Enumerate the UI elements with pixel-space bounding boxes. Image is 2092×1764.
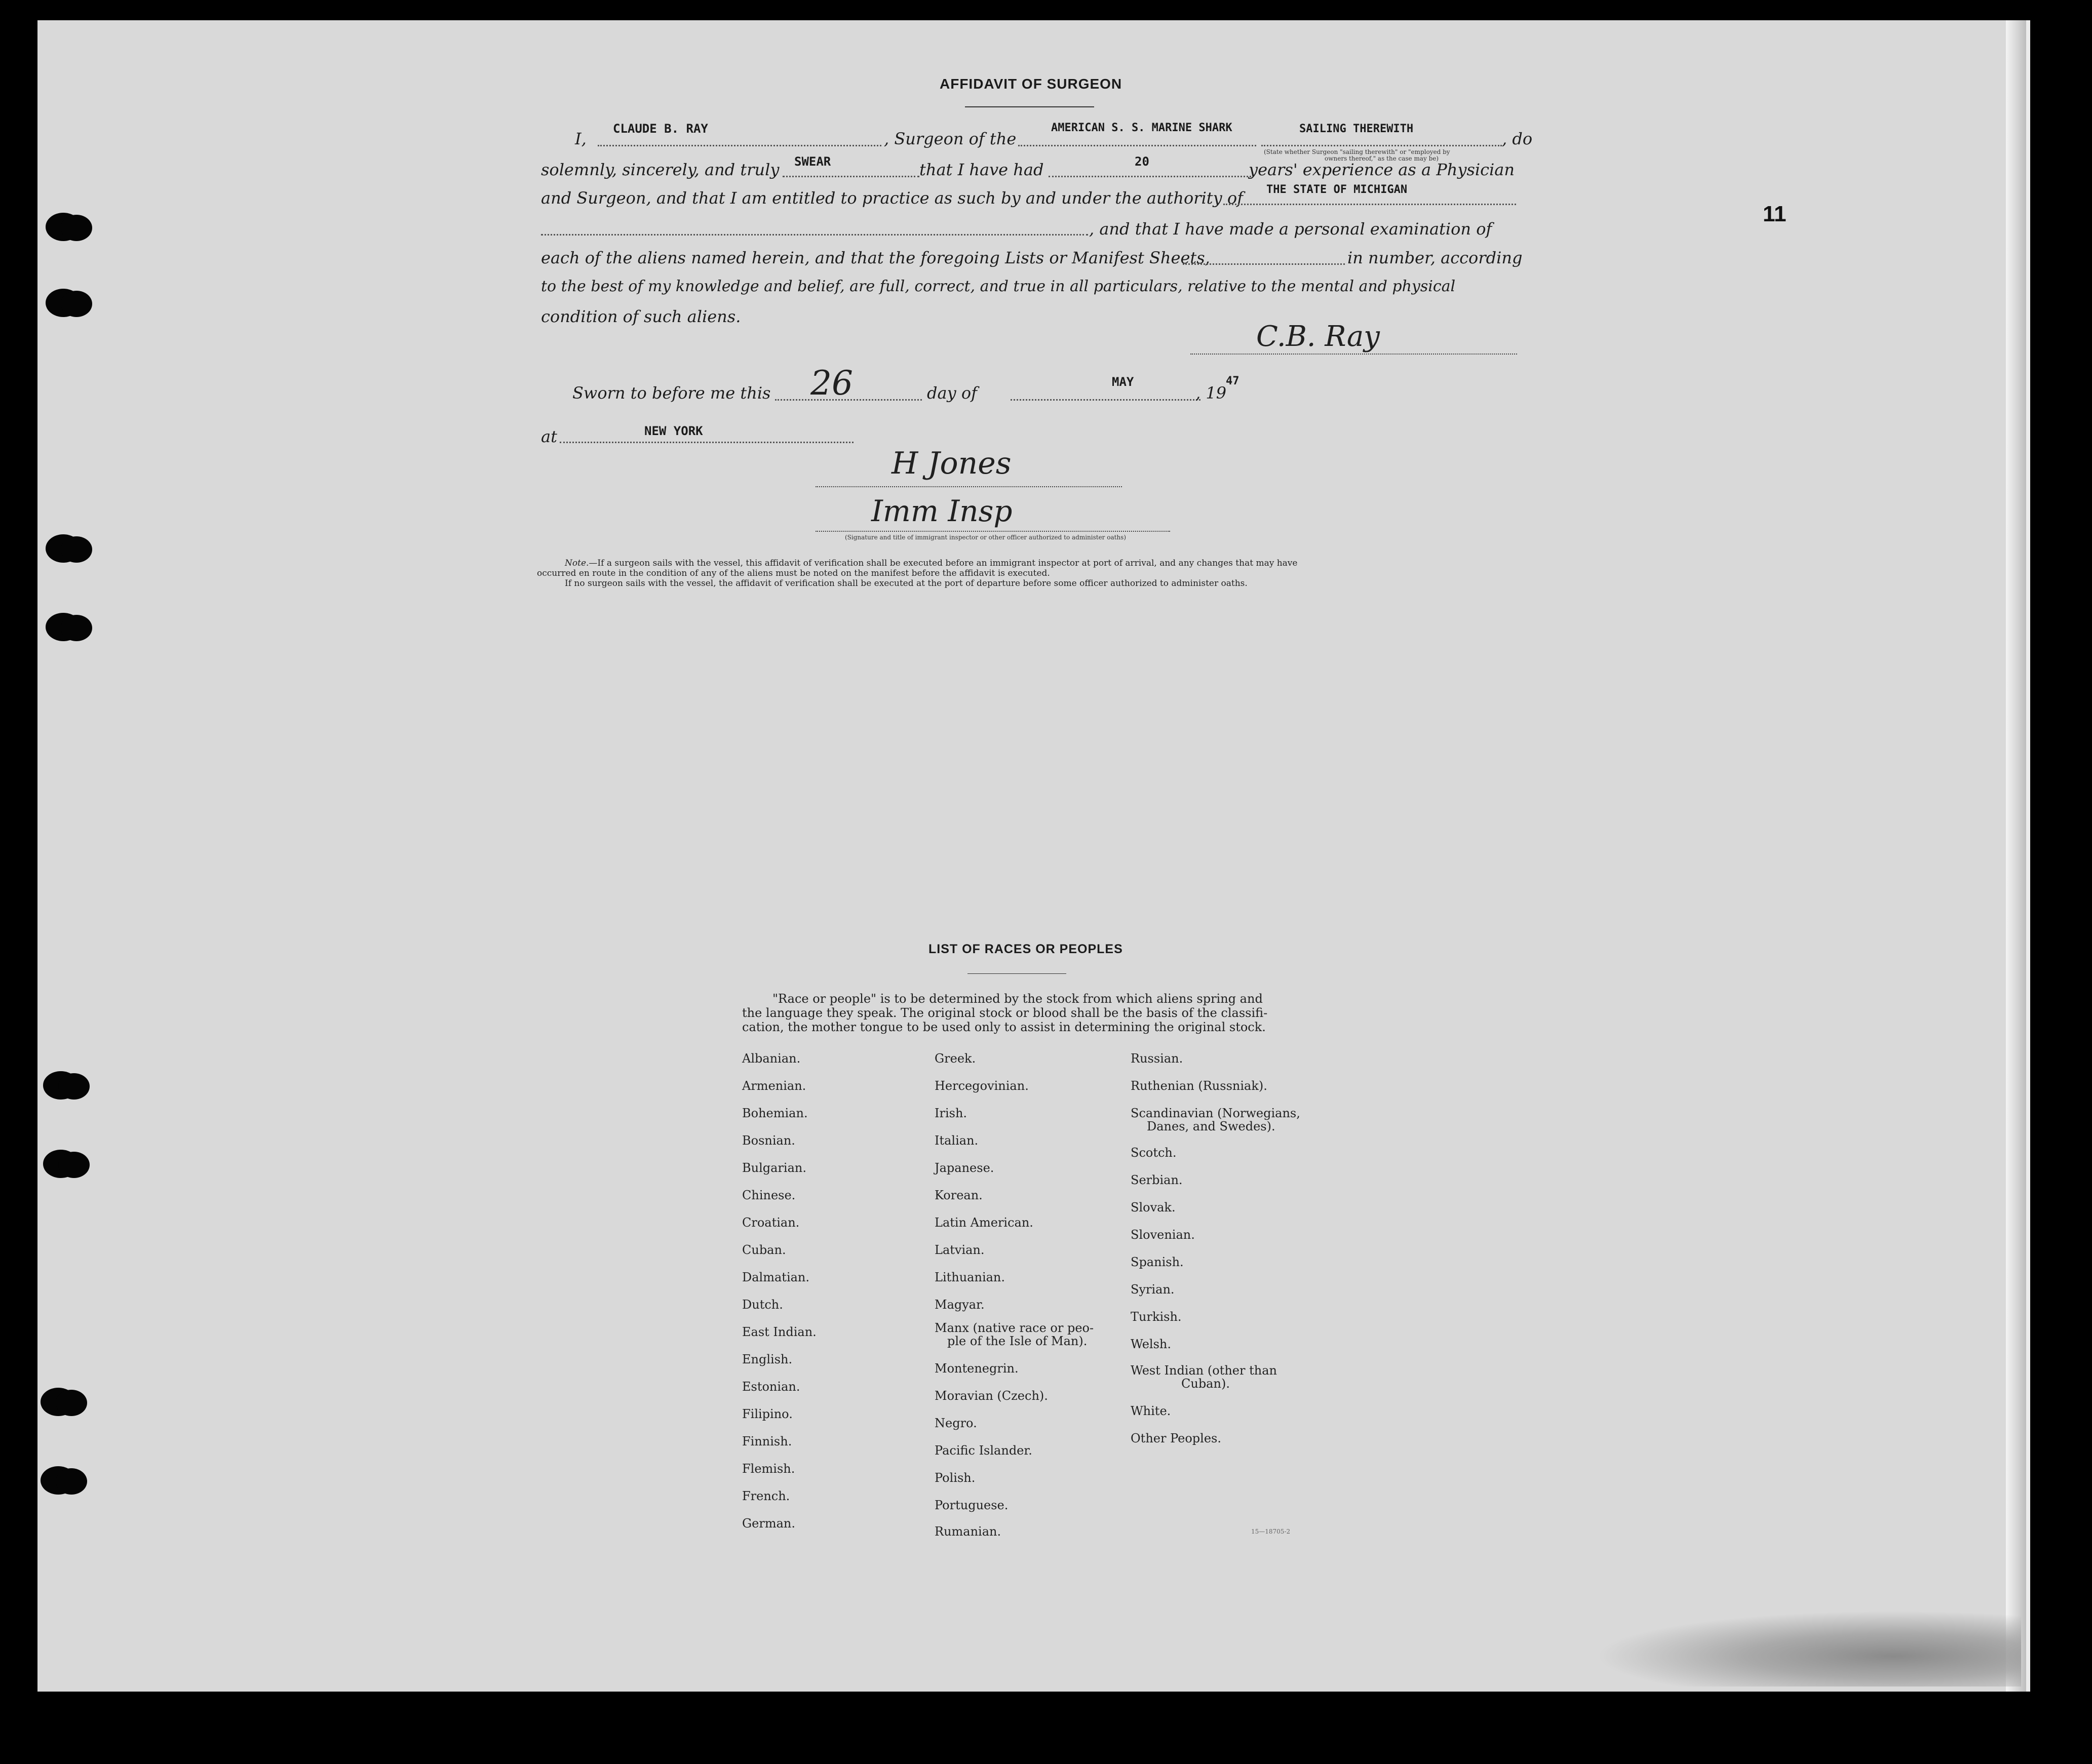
race-item: Manx (native race or peo- <box>935 1321 1094 1335</box>
manifest-sheets-label: each of the aliens named herein, and that the foregoing Lists or Manifest Sheets, <box>541 248 1210 267</box>
authority-field[interactable]: THE STATE OF MICHIGAN <box>1266 183 1408 196</box>
race-item: Latvian. <box>935 1243 985 1257</box>
sailing-line <box>1261 145 1502 146</box>
binder-hole <box>43 1150 79 1178</box>
sailing-status-field[interactable]: SAILING THEREWITH <box>1299 123 1414 135</box>
affidavit-title: AFFIDAVIT OF SURGEON <box>940 76 1122 92</box>
race-item: Magyar. <box>935 1298 985 1312</box>
race-item: Armenian. <box>742 1079 806 1093</box>
note-line-2: occurred en route in the condition of any of the aliens must be noted on the manifest before the affidavit is executed. <box>537 568 1050 578</box>
sheet-count-line <box>1183 263 1345 265</box>
inspector-title-line <box>816 531 1170 532</box>
race-item: Japanese. <box>935 1161 994 1175</box>
race-item: Finnish. <box>742 1434 792 1448</box>
races-intro-line-2: the language they speak. The original stock or blood shall be the basis of the classifi- <box>742 1006 1268 1020</box>
race-item: Other Peoples. <box>1131 1431 1221 1445</box>
race-item: Bulgarian. <box>742 1161 806 1175</box>
race-item: ple of the Isle of Man). <box>947 1334 1088 1348</box>
race-item: Slovenian. <box>1131 1228 1195 1242</box>
race-item: Korean. <box>935 1188 983 1202</box>
surgeon-of-label: , Surgeon of the <box>884 129 1017 148</box>
knowledge-label: to the best of my knowledge and belief, are full, correct, and true in all particulars, relative to the mental and physical <box>541 278 1456 295</box>
i-label: I, <box>575 129 587 148</box>
note-paragraph <box>537 558 1297 589</box>
race-item: Ruthenian (Russniak). <box>1131 1079 1267 1093</box>
years-experience-label: years' experience as a Physician <box>1249 160 1515 179</box>
binder-hole <box>41 1466 76 1495</box>
vessel-field[interactable]: AMERICAN S. S. MARINE SHARK <box>1051 122 1232 134</box>
oath-field[interactable]: SWEAR <box>794 154 831 169</box>
inspector-signature: H Jones <box>892 446 1012 481</box>
binder-hole <box>46 289 81 317</box>
note-text-1: —If a surgeon sails with the vessel, this affidavit of verification shall be executed before an immigrant inspector at port of arrival, and any changes that may have <box>589 558 1298 568</box>
race-item: Chinese. <box>742 1188 796 1202</box>
oath-line <box>783 176 919 177</box>
continuation-line <box>541 234 1088 236</box>
races-intro-line-3: cation, the mother tongue to be used only to assist in determining the original stock. <box>742 1020 1266 1034</box>
race-item: Flemish. <box>742 1462 795 1476</box>
races-title: LIST OF RACES OR PEOPLES <box>928 942 1123 956</box>
race-item: English. <box>742 1352 793 1366</box>
surgeon-signature-line <box>1190 354 1517 355</box>
race-item: French. <box>742 1489 790 1503</box>
note-line-3: If no surgeon sails with the vessel, the affidavit of verification shall be executed at the port of departure before some officer authorized to administer oaths. <box>565 578 1248 589</box>
race-item: Cuban. <box>742 1243 786 1257</box>
race-item: Filipino. <box>742 1407 793 1421</box>
do-label: , do <box>1502 129 1533 148</box>
race-item: Syrian. <box>1131 1282 1175 1297</box>
race-item: East Indian. <box>742 1325 817 1339</box>
binder-hole <box>41 1388 76 1416</box>
race-item: Lithuanian. <box>935 1270 1005 1284</box>
note-lead: Note. <box>565 558 589 568</box>
race-item: Slovak. <box>1131 1200 1176 1214</box>
race-item: Rumanian. <box>935 1524 1001 1539</box>
in-number-label: in number, according <box>1347 248 1523 267</box>
authority-label: and Surgeon, and that I am entitled to practice as such by and under the authority of <box>541 188 1244 208</box>
race-item: Welsh. <box>1131 1337 1171 1351</box>
race-item: Albanian. <box>742 1051 801 1066</box>
binder-hole <box>43 1071 79 1100</box>
race-item: Negro. <box>935 1416 977 1430</box>
race-item: German. <box>742 1516 795 1531</box>
race-item: Serbian. <box>1131 1173 1183 1187</box>
binder-hole <box>46 613 81 641</box>
race-item: Bosnian. <box>742 1133 795 1148</box>
inspector-title-signature: Imm Insp <box>871 494 1013 528</box>
page-number: 11 <box>1763 202 1787 226</box>
race-item: West Indian (other than <box>1131 1363 1277 1378</box>
race-item: Croatian. <box>742 1216 800 1230</box>
race-item: Cuban). <box>1181 1377 1230 1391</box>
surgeon-name-field[interactable]: CLAUDE B. RAY <box>613 122 708 136</box>
state-whether-note-2: owners thereof," as the case may be) <box>1325 155 1439 162</box>
signature-caption: (Signature and title of immigrant inspector or other officer authorized to administer oaths) <box>845 534 1126 541</box>
race-item: Scandinavian (Norwegians, <box>1131 1106 1300 1120</box>
race-item: Portuguese. <box>935 1498 1009 1512</box>
year-prefix-label: , 19 <box>1195 383 1227 403</box>
scan-smudge <box>1596 1611 2021 1687</box>
races-intro-line-1: "Race or people" is to be determined by the stock from which aliens spring and <box>772 992 1263 1006</box>
races-intro <box>742 992 1267 1034</box>
authority-line <box>1223 204 1516 205</box>
title-rule <box>965 106 1094 107</box>
race-item: Greek. <box>935 1051 976 1066</box>
race-item: Spanish. <box>1131 1255 1184 1269</box>
race-item: White. <box>1131 1404 1171 1418</box>
race-item: Russian. <box>1131 1051 1183 1066</box>
race-item: Dalmatian. <box>742 1270 810 1284</box>
binder-hole <box>46 213 81 241</box>
years-field[interactable]: 20 <box>1135 154 1149 169</box>
races-title-rule <box>967 973 1066 974</box>
race-item: Italian. <box>935 1133 979 1148</box>
binder-hole <box>46 534 81 563</box>
sworn-year-field[interactable]: 47 <box>1226 375 1239 387</box>
race-item: Pacific Islander. <box>935 1443 1032 1458</box>
race-item: Dutch. <box>742 1298 783 1312</box>
race-item: Polish. <box>935 1471 976 1485</box>
inspector-signature-line <box>816 486 1122 487</box>
sworn-month-field[interactable]: MAY <box>1112 375 1134 389</box>
form-code: 15—18705-2 <box>1251 1528 1291 1535</box>
place-field[interactable]: NEW YORK <box>644 424 703 438</box>
race-item: Latin American. <box>935 1216 1033 1230</box>
race-item: Montenegrin. <box>935 1361 1019 1376</box>
month-line <box>1011 399 1200 401</box>
race-item: Scotch. <box>1131 1146 1177 1160</box>
race-item: Bohemian. <box>742 1106 808 1120</box>
sworn-day-field[interactable]: 26 <box>810 364 853 403</box>
race-item: Moravian (Czech). <box>935 1389 1048 1403</box>
sworn-label: Sworn to before me this <box>572 383 771 403</box>
day-of-label: day of <box>927 383 977 403</box>
place-line <box>560 442 854 443</box>
race-item: Danes, and Swedes). <box>1147 1119 1275 1133</box>
state-whether-note: (State whether Surgeon "sailing therewith" or "employed by <box>1264 148 1450 155</box>
race-item: Estonian. <box>742 1380 800 1394</box>
race-item: Turkish. <box>1131 1310 1182 1324</box>
race-item: Hercegovinian. <box>935 1079 1029 1093</box>
vessel-line <box>1018 145 1256 146</box>
note-line-1 <box>537 558 1297 568</box>
at-label: at <box>541 427 557 446</box>
document-sheet <box>37 20 2030 1692</box>
examination-label: , and that I have made a personal examination of <box>1089 219 1492 239</box>
have-had-label: that I have had <box>919 160 1044 179</box>
sheet-edge <box>2006 20 2026 1692</box>
surgeon-name-line <box>598 145 881 146</box>
years-line <box>1049 176 1251 177</box>
surgeon-signature: C.B. Ray <box>1256 320 1380 353</box>
solemnly-label: solemnly, sincerely, and truly <box>541 160 780 179</box>
condition-label: condition of such aliens. <box>541 307 741 326</box>
race-item: Irish. <box>935 1106 967 1120</box>
